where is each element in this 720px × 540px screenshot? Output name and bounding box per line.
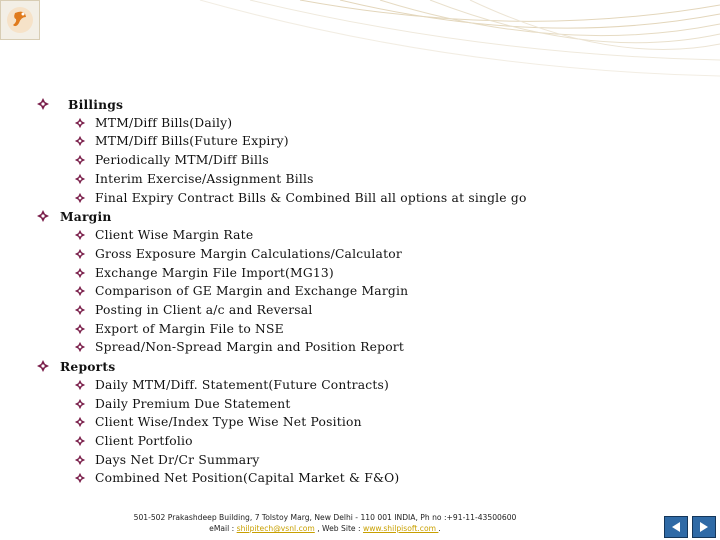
list-item — [74, 320, 284, 338]
section-title: Billings — [68, 96, 124, 112]
next-slide-icon — [697, 520, 711, 534]
list-item-label: MTM/Diff Bills(Future Expiry) — [95, 134, 289, 148]
list-item — [74, 376, 389, 394]
list-item — [74, 413, 362, 431]
diamond-bullet-icon — [74, 379, 86, 391]
list-item-label: Daily MTM/Diff. Statement(Future Contracts) — [95, 378, 390, 392]
diamond-bullet-icon — [74, 454, 86, 466]
footer-address: 501-502 Prakashdeep Building, 7 Tolstoy Marg, New Delhi - 110 001 INDIA, Ph no :+91-11-43500600 — [133, 513, 517, 522]
list-item-label: Posting in Client a/c and Reversal — [95, 303, 313, 317]
website-label: , Web Site : — [314, 524, 363, 533]
list-item-label: MTM/Diff Bills(Daily) — [95, 116, 233, 130]
diamond-bullet-icon — [74, 416, 86, 428]
diamond-bullet-icon — [36, 359, 50, 373]
diamond-bullet-icon — [74, 192, 86, 204]
list-item — [74, 114, 232, 132]
diamond-bullet-icon — [74, 304, 86, 316]
list-item-label: Client Portfolio — [95, 434, 193, 448]
list-item-label: Combined Net Position(Capital Market & F&O) — [95, 471, 400, 485]
diamond-bullet-icon — [74, 117, 86, 129]
email-link[interactable]: shilpitech@vsnl.com — [236, 524, 315, 533]
diamond-bullet-icon — [74, 323, 86, 335]
list-item — [74, 395, 291, 413]
list-item — [74, 451, 260, 469]
list-item-label: Days Net Dr/Cr Summary — [95, 453, 260, 467]
diamond-bullet-icon — [74, 267, 86, 279]
footer-end: . — [438, 524, 441, 533]
list-item-label: Daily Premium Due Statement — [95, 397, 291, 411]
list-item-label: Final Expiry Contract Bills & Combined Bill all options at single go — [95, 191, 527, 205]
list-item — [74, 170, 314, 188]
diamond-bullet-icon — [36, 209, 50, 223]
list-item-label: Client Wise/Index Type Wise Net Position — [95, 415, 362, 429]
diamond-bullet-icon — [74, 248, 86, 260]
list-item — [74, 432, 193, 450]
website-link[interactable]: www.shilpisoft.com — [362, 524, 439, 533]
list-item — [74, 264, 334, 282]
list-item — [74, 132, 289, 150]
list-item-label: Spread/Non-Spread Margin and Position Report — [95, 340, 405, 354]
email-label: eMail : — [209, 524, 237, 533]
section-heading — [36, 357, 115, 375]
list-item-label: Client Wise Margin Rate — [95, 228, 254, 242]
diamond-bullet-icon — [74, 398, 86, 410]
previous-slide-button[interactable] — [664, 516, 688, 538]
diamond-bullet-icon — [74, 135, 86, 147]
diamond-bullet-icon — [74, 229, 86, 241]
diamond-bullet-icon — [74, 285, 86, 297]
list-item — [74, 189, 527, 207]
section-heading — [36, 207, 111, 225]
list-item — [74, 469, 399, 487]
diamond-bullet-icon — [74, 173, 86, 185]
diamond-bullet-icon — [74, 435, 86, 447]
list-item-label: Periodically MTM/Diff Bills — [95, 153, 269, 167]
list-item — [74, 338, 404, 356]
previous-slide-icon — [669, 520, 683, 534]
section-title: Margin — [60, 208, 112, 224]
footer-contact — [0, 524, 650, 533]
list-item-label: Comparison of GE Margin and Exchange Margin — [95, 284, 409, 298]
list-item-label: Gross Exposure Margin Calculations/Calculator — [95, 247, 402, 261]
diamond-bullet-icon — [74, 472, 86, 484]
diamond-bullet-icon — [36, 97, 50, 111]
list-item-label: Export of Margin File to NSE — [95, 322, 284, 336]
next-slide-button[interactable] — [692, 516, 716, 538]
list-item-label: Exchange Margin File Import(MG13) — [95, 266, 334, 280]
list-item — [74, 245, 402, 263]
list-item-label: Interim Exercise/Assignment Bills — [95, 172, 314, 186]
list-item — [74, 282, 408, 300]
section-heading — [36, 95, 123, 113]
list-item — [74, 151, 269, 169]
list-item — [74, 226, 253, 244]
diamond-bullet-icon — [74, 154, 86, 166]
section-title: Reports — [60, 358, 116, 374]
diamond-bullet-icon — [74, 341, 86, 353]
list-item — [74, 301, 312, 319]
